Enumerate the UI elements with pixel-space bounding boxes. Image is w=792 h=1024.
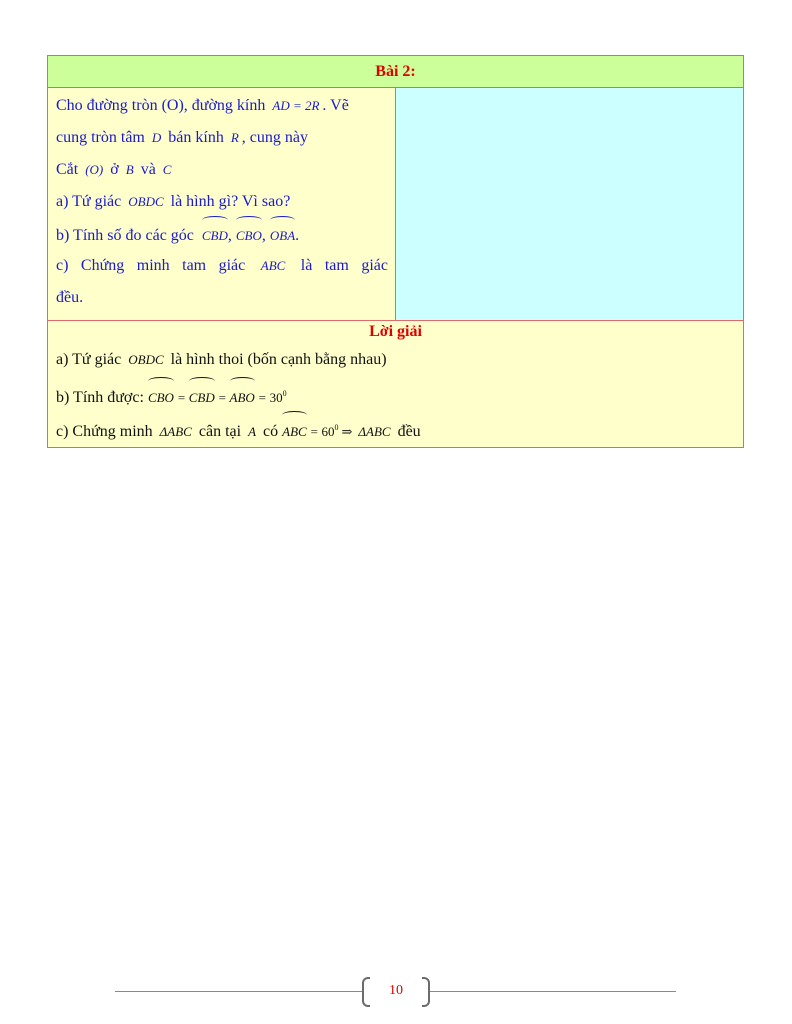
math-symbol: R — [230, 130, 239, 145]
solution-text: cân tại — [198, 423, 242, 440]
equals-sign: = — [217, 390, 227, 405]
solution-title: Lời giải — [369, 323, 422, 340]
question-line-3 — [56, 154, 388, 186]
angle-value: 60 — [321, 424, 335, 439]
solution-text: a) Tứ giác — [56, 351, 122, 368]
math-symbol: A — [248, 424, 257, 439]
degree-mark: 0 — [334, 423, 339, 432]
math-symbol: ABC — [260, 258, 286, 273]
question-part-c-end — [56, 282, 388, 314]
solution-a — [56, 343, 735, 377]
question-cell — [48, 88, 396, 321]
question-text: ở — [110, 161, 119, 178]
part-c-word: giác — [218, 257, 246, 274]
angle-arc: CBO — [236, 218, 262, 252]
part-c-word: tam — [182, 257, 207, 274]
angle-value: 30 — [269, 390, 283, 405]
solution-text: có — [263, 423, 279, 440]
solution-text: đều — [397, 423, 421, 440]
implies-symbol: ⇒ — [341, 424, 353, 439]
angle-arc: CBD — [189, 379, 215, 415]
question-text: và — [140, 161, 156, 178]
angle-arc: CBO — [148, 379, 174, 415]
solution-c — [56, 411, 735, 445]
math-symbol: OBDC — [128, 352, 164, 367]
angle-arc: ABO — [230, 379, 255, 415]
math-symbol: ΔABC — [159, 424, 192, 439]
separator: , — [227, 227, 232, 244]
footer-rule-right — [430, 991, 676, 992]
equals-sign: = — [309, 424, 319, 439]
angle-arc: ABC — [282, 413, 307, 449]
math-symbol: OBDC — [128, 194, 164, 209]
part-c-word: giác — [361, 257, 388, 274]
question-text: cung tròn tâm — [56, 129, 145, 146]
part-c-word: là — [300, 257, 313, 274]
question-part-b — [56, 218, 388, 250]
question-part-a — [56, 186, 388, 218]
equals-sign: = — [176, 390, 186, 405]
part-a-suffix: là hình gì? Vì sao? — [170, 193, 291, 210]
part-c-word: minh — [136, 257, 170, 274]
solution-text: c) Chứng minh — [56, 423, 153, 440]
question-line-1 — [56, 90, 388, 122]
question-text: . Vẽ — [322, 97, 349, 114]
footer-rule-left — [115, 991, 363, 992]
equals-sign: = — [257, 390, 267, 405]
math-symbol: B — [125, 162, 134, 177]
part-a-prefix: a) Tứ giác — [56, 193, 122, 210]
part-c-word: c) — [56, 257, 69, 274]
figure-area — [396, 88, 744, 321]
solution-text: b) Tính được: — [56, 389, 144, 406]
problem-table — [47, 55, 744, 448]
angle-arc: CBD — [202, 218, 228, 252]
period: . — [295, 227, 300, 244]
part-b-prefix: b) Tính số đo các góc — [56, 227, 194, 244]
math-symbol: C — [162, 162, 172, 177]
question-text: Cho đường tròn (O), đường kính — [56, 97, 266, 114]
math-expression: AD = 2R — [272, 98, 320, 113]
part-c-word: Chứng — [80, 257, 125, 274]
math-symbol: (O) — [85, 162, 104, 177]
question-text: , cung này — [241, 129, 308, 146]
solution-text: là hình thoi (bốn cạnh bằng nhau) — [170, 351, 387, 368]
math-symbol: ΔABC — [358, 424, 391, 439]
separator: , — [261, 227, 266, 244]
question-part-c — [56, 250, 388, 282]
angle-arc: OBA — [270, 218, 295, 252]
question-line-2 — [56, 122, 388, 154]
problem-title: Bài 2: — [48, 56, 744, 88]
part-c-word: tam — [324, 257, 349, 274]
page-number: 10 — [389, 983, 403, 998]
solution-cell — [48, 321, 744, 448]
part-c-word: đều. — [56, 289, 84, 306]
math-symbol: D — [151, 130, 162, 145]
question-text: Cắt — [56, 161, 79, 178]
question-text: bán kính — [168, 129, 224, 146]
solution-b — [56, 377, 735, 411]
degree-mark: 0 — [282, 389, 287, 398]
